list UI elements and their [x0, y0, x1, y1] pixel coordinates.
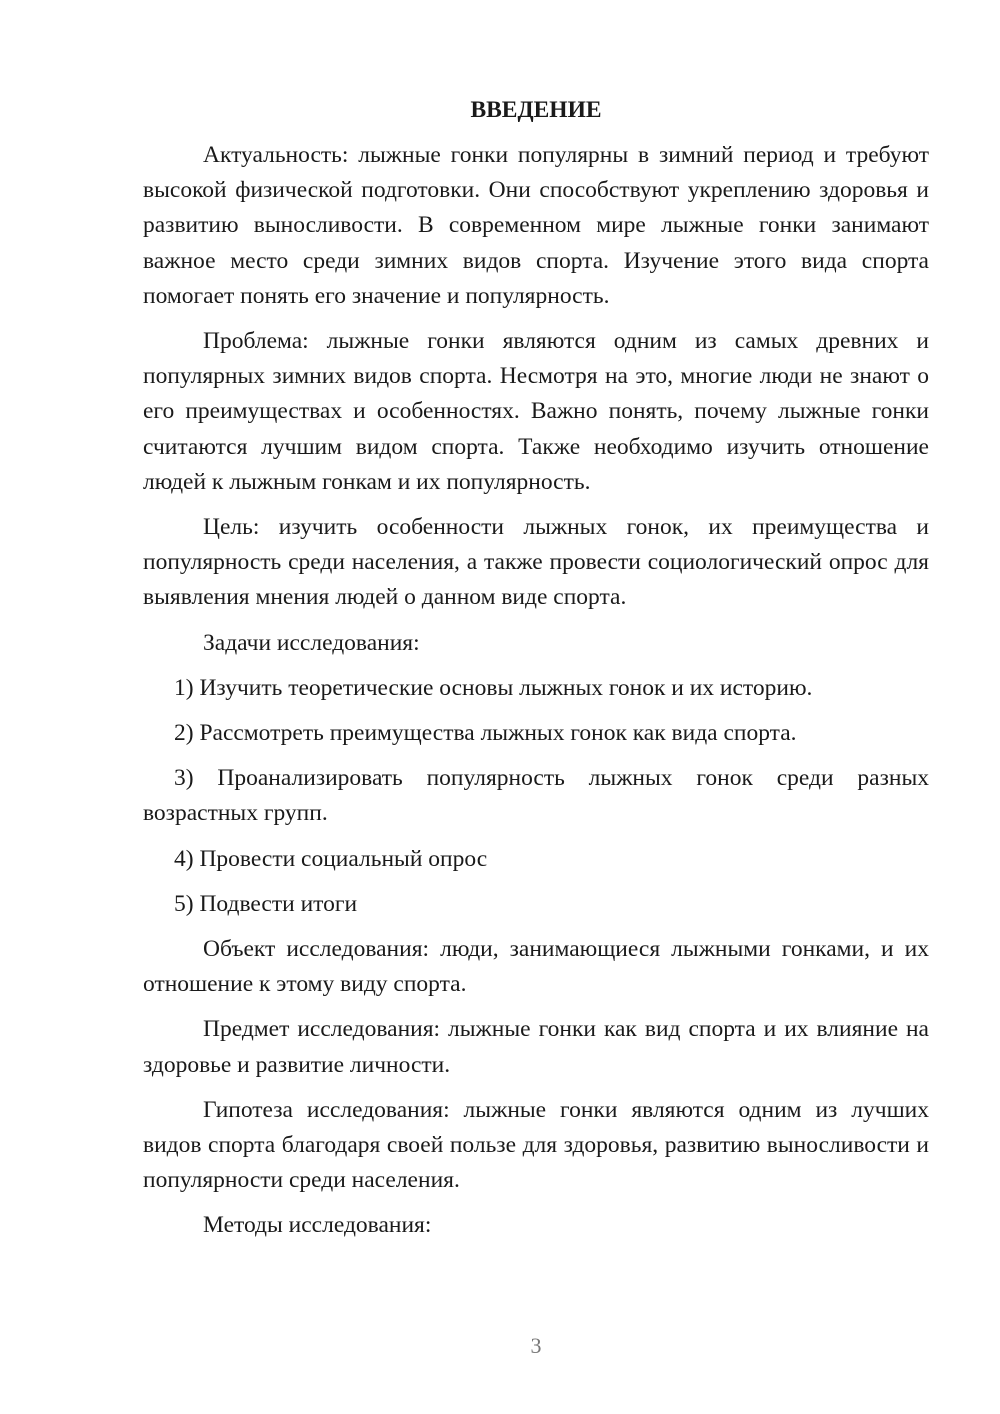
page-number: 3	[530, 1333, 542, 1358]
document-page	[143, 92, 929, 1254]
goal-paragraph: Цель: изучить особенности лыжных гонок, их преимущества и популярность среди населения, а также провести социологический опрос для выявления мнения людей о данном виде спорта.	[143, 514, 929, 611]
task-item-3: 3) Проанализировать популярность лыжных гонок среди разных возрастных групп.	[143, 765, 929, 827]
methods-title: Методы исследования:	[203, 1212, 432, 1239]
subject-paragraph: Предмет исследования: лыжные гонки как вид спорта и их влияние на здоровье и развитие личности.	[143, 1016, 929, 1078]
tasks-title: Задачи исследования:	[203, 629, 420, 656]
hypothesis-paragraph: Гипотеза исследования: лыжные гонки являются одним из лучших видов спорта благодаря своей пользе для здоровья, развитию выносливости и популярности среди населения.	[143, 1096, 929, 1194]
task-item-2: 2) Рассмотреть преимущества лыжных гонок как вида спорта.	[174, 720, 797, 747]
task-item-5: 5) Подвести итоги	[174, 890, 358, 917]
task-item-1: 1) Изучить теоретические основы лыжных гонок и их историю.	[174, 674, 813, 701]
section-heading: ВВЕДЕНИЕ	[470, 97, 602, 123]
problem-paragraph: Проблема: лыжные гонки являются одним из самых древних и популярных зимних видов спорта. Несмотря на это, многие люди не знают о его преимуществах и особенностях. Важно понять, почему лыжные гонки считаются лучшим видом спорта. Также необходимо изучить отношение людей к лыжным гонкам и их популярность.	[143, 328, 929, 495]
relevance-paragraph: Актуальность: лыжные гонки популярны в зимний период и требуют высокой физической подготовки. Они способствуют укреплению здоровья и развитию выносливости. В современном мире лыжные гонки занимают важное место среди зимних видов спорта. Изучение этого вида спорта помогает понять его значение и популярность.	[143, 142, 929, 309]
object-paragraph: Объект исследования: люди, занимающиеся лыжными гонками, и их отношение к этому виду спорта.	[143, 936, 929, 998]
task-item-4: 4) Провести социальный опрос	[174, 845, 488, 872]
